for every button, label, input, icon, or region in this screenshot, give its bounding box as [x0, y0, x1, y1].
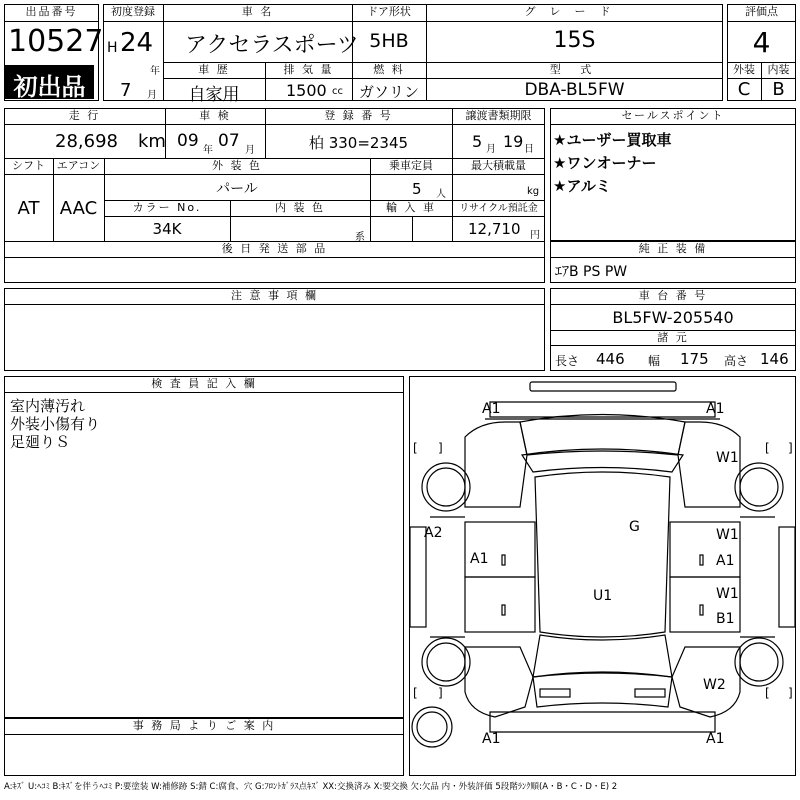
registration-month: 7: [120, 80, 132, 101]
mark-center: U1: [593, 588, 613, 604]
displacement-header: 排 気 量: [283, 63, 334, 76]
grade-header: グレード: [524, 5, 625, 18]
mark-left-front-door: A1: [470, 551, 489, 567]
exterior-grade-header: 外装: [733, 63, 755, 76]
chassis-number: BL5FW-205540: [612, 308, 734, 327]
mark-front-right: A1: [706, 401, 725, 417]
mileage-unit: km: [138, 131, 166, 152]
mark-right-rear-door-b: B1: [716, 611, 735, 627]
dimensions-header: 諸 元: [657, 331, 689, 344]
inspection-header: 車 検: [199, 109, 231, 122]
sales-point-2: ★ワンオーナー: [553, 154, 657, 172]
length: 446: [596, 350, 625, 368]
capacity-header: 乗車定員: [389, 159, 433, 172]
car-name: アクセラスポーツ: [185, 33, 359, 58]
svg-text:[: [: [413, 686, 418, 700]
svg-text:[: [: [765, 686, 770, 700]
mark-roof: G: [629, 519, 640, 535]
transfer-month: 5: [472, 132, 483, 151]
recycle-unit: 円: [530, 230, 540, 241]
history-header: 車 歴: [198, 63, 230, 76]
mark-right-front-fender: W1: [716, 450, 739, 466]
max-load-unit: kg: [527, 186, 540, 197]
height: 146: [760, 350, 789, 368]
inspector-line-2: 外装小傷有り: [10, 415, 101, 433]
history: 自家用: [188, 85, 240, 105]
width-label: 幅: [648, 354, 661, 368]
plate-header: 登 録 番 号: [324, 109, 393, 122]
sales-point-3: ★アルミ: [553, 177, 611, 195]
lot-number: 10527: [8, 24, 104, 59]
exterior-grade: C: [737, 79, 751, 100]
inspection-month-unit: 月: [245, 145, 255, 156]
svg-text:]: ]: [788, 441, 793, 455]
mark-rear-right: A1: [706, 731, 725, 747]
air-conditioning: AAC: [59, 198, 98, 219]
displacement: 1500: [286, 81, 327, 100]
svg-text:]: ]: [438, 441, 443, 455]
score-header: 評価点: [745, 5, 778, 18]
transfer-deadline-header: 譲渡書類期限: [465, 109, 532, 122]
damage-diagram: [409, 376, 796, 776]
car-name-header: 車 名: [241, 5, 274, 18]
mark-rear-left: A1: [482, 731, 501, 747]
month-unit: 月: [147, 90, 157, 101]
mark-right-rear-door-w: W1: [716, 586, 739, 602]
svg-text:]: ]: [788, 686, 793, 700]
exterior-color-header: 外 装 色: [212, 159, 262, 172]
sales-points-header: セールスポイント: [621, 109, 725, 122]
svg-text:]: ]: [438, 686, 443, 700]
recycle-header: リサイクル預託金: [459, 203, 538, 214]
model-header: 型 式: [549, 63, 600, 76]
fuel-header: 燃 料: [373, 63, 405, 76]
recycle-fee: 12,710: [468, 220, 521, 238]
inspection-year-unit: 年: [203, 145, 213, 156]
transfer-day: 19: [503, 132, 524, 151]
mark-right-rear-fender: W2: [703, 677, 726, 693]
length-label: 長さ: [555, 354, 580, 368]
capacity-unit: 人: [436, 189, 446, 200]
inspector-line-1: 室内薄汚れ: [10, 397, 86, 415]
inspection-year: 09: [177, 131, 199, 151]
lot-header: 出品番号: [25, 5, 78, 18]
height-label: 高さ: [724, 354, 749, 368]
door-type: 5HB: [369, 30, 409, 52]
color-number: 34K: [152, 220, 182, 238]
era: H: [107, 40, 118, 56]
mark-left-side: A2: [424, 525, 443, 541]
interior-color-unit: 系: [355, 232, 365, 243]
interior-grade: B: [772, 79, 785, 100]
mark-front-left: A1: [482, 401, 501, 417]
grade: 15S: [553, 28, 596, 53]
shift: AT: [17, 198, 40, 219]
inspector-line-3: 足廻りＳ: [10, 433, 71, 451]
first-listing-label: 初出品: [13, 73, 86, 101]
first-registration-header: 初度登録: [111, 5, 155, 18]
notes-header: 注 意 事 項 欄: [231, 289, 318, 302]
equipment-header: 純 正 装 備: [638, 242, 708, 255]
office-header: 事 務 局 よ り ご 案 内: [132, 719, 276, 732]
svg-text:[: [: [413, 441, 418, 455]
displacement-unit: cc: [332, 86, 343, 97]
transfer-month-unit: 月: [486, 144, 496, 155]
mark-right-front-door-w: W1: [716, 527, 739, 543]
model-code: DBA-BL5FW: [524, 80, 625, 100]
interior-grade-header: 内装: [767, 63, 790, 76]
door-header: ドア形状: [367, 5, 411, 18]
inspection-month: 07: [218, 131, 240, 151]
ac-header: エアコン: [56, 159, 101, 172]
plate-number: 柏 330=2345: [308, 134, 409, 152]
mark-right-front-door-a: A1: [716, 553, 735, 569]
registration-year: 24: [120, 28, 154, 58]
later-parts-header: 後 日 発 送 部 品: [221, 242, 328, 255]
car-outline: [410, 377, 795, 775]
width: 175: [680, 350, 709, 368]
exterior-color: パール: [216, 181, 258, 197]
fuel: ガソリン: [358, 83, 419, 101]
capacity: 5: [412, 180, 422, 198]
interior-color-header: 内 装 色: [275, 201, 325, 214]
equipment: ｴｱB PS PW: [555, 264, 628, 280]
legend: A:ｷｽﾞ U:ﾍｺﾐ B:ｷｽﾞを伴うﾍｺﾐ P:要塗装 W:補修跡 S:錆 C:腐食、穴 G:ﾌﾛﾝﾄｶﾞﾗｽ点ｷｽﾞ XX:交換済み X:要交換 欠:欠品 内・外装評価 5段階ﾗﾝｸ順(A・B・C・D・E) 2: [4, 782, 618, 792]
color-number-header: カラー No.: [132, 201, 202, 214]
svg-text:[: [: [765, 441, 770, 455]
mileage: 28,698: [55, 131, 118, 152]
overall-score: 4: [752, 26, 771, 59]
inspector-header: 検 査 員 記 入 欄: [151, 377, 257, 390]
import-header: 輸 入 車: [386, 201, 436, 214]
chassis-header: 車 台 番 号: [638, 289, 708, 302]
year-unit: 年: [150, 66, 160, 77]
transfer-day-unit: 日: [524, 144, 534, 155]
shift-header: シフト: [12, 159, 45, 172]
mileage-header: 走 行: [68, 109, 101, 122]
max-load-header: 最大積載量: [471, 159, 526, 172]
sales-point-1: ★ユーザー買取車: [553, 131, 672, 149]
